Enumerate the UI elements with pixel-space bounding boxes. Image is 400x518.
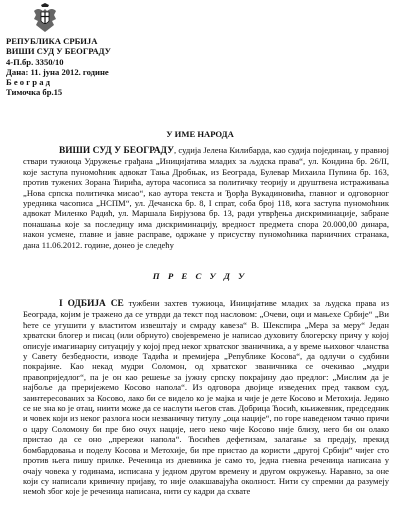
header-city: Б е о г р а д — [6, 77, 51, 88]
header-date: Дана: 11. јуна 2012. године — [6, 66, 109, 77]
intro-text: , судија Јелена Килибарда, као судија појединац, у правној ствари тужиоца Удружење грађана „Иницијатива младих за људска права“, ул. Кондина бр. 26/II, које заступа пуномоћник адвокат Тања Дробњак, из Београда, Булевар Михаила Пупина бр. 163, против тужених Зорана Ћирића, аутора часописа за политичку теорију и друштвена истраживања „Нова српска политичка мисао“, као аутора текста и Ђорђа Вукадиновића, главног и одговорног уредника часописа „НСПМ“, ул. Дечанска бр. 8, I спрат, соба број 118, кога заступа пуномоћник адвокат Миленко Радић, ул. Маршала Бирјузова бр. 13, ради утврђења дискриминације, забране понашања које за последицу има дискриминацију, вредност предмета спора 20.000,00 динара, након усмене, главне и јавне расправе, одржане у присуству пуномоћника парничних странака, дана 11.06.2012. године, донео је следећу — [23, 145, 389, 250]
verdict-section-1 — [23, 298, 389, 497]
serbian-coat-of-arms-icon — [32, 3, 58, 33]
in-the-name-of-people-heading: У ИМЕ НАРОДА — [166, 129, 234, 139]
court-header — [6, 36, 206, 98]
verdict-title: П Р Е С У Д У — [152, 271, 248, 281]
header-court: ВИШИ СУД У БЕОГРАДУ — [6, 46, 111, 57]
header-case-number: 4-П.бр. 3350/10 — [6, 56, 64, 67]
header-republic: РЕПУБЛИКА СРБИЈА — [6, 36, 98, 46]
section-1-text: тужбени захтев тужиоца, Иницијативе младих за људска права из Београда, којим је тражено да се утврди да текст под насловом: „Очеви, оци и мањеxе Србије“ „Ви ћете се угушити у властитом извештају и смраду кавеза“ В. Шекспира „Мера за меру“ Један хрватски блогер и писац (или обрнуто) својевремено је написао духовиту блогерску причу у којој описује имагинарну ситуацију у којој пред неког хрватског званичника, а у време њиховог чланства у Савету безбедности, изводе Тадића и премијера „Републике Косова“, да одлучи о судбини покрајине. Као некад мудри Соломон, од хрватског званичника се очекивао „мудри правоприједлог“, па је он као решење за јужну српску покрајину дао предлог: „Мислим да је најбоље да преријежемо Косово напола“. Из одговора двојице изведених пред таквом суд, заинтересованих за Косово, лако би се видело ко је мајка и чије је дете Косово и Метохија. Једино се не зна ко је отац, ниити може да се наслути његов став. Добрица Ћосић, књижевник, председник и човек који из неког разлога носи незваничну титулу „оца нације“, по горе наведеном тачно причи о цару Соломону би пре био очух нације, него неко чије Косово није близу, него би он олако пристао да се оно „прережи напола“. Ћосићев дефетизам, залагање за предају, прекид бомбардовања и поделу Косова и Метохије, би пре пристао да користи „другој Србији“ чијег сто против њега пишу прилке. Реченица из дневника је само то, једна гневна реченица написана у очају човека у годинама, исписана у једном другом времену и другом окружењу. Наравно, за оне који су написали кривичну пријаву, то није олакшавајућа околност. Нити су спремни да разумеју немоћ због које је реченица написана, нити су кадри да схвате — [23, 298, 389, 497]
intro-paragraph — [23, 145, 389, 250]
intro-court-name: ВИШИ СУД У БЕОГРАДУ — [59, 146, 174, 156]
header-address: Тимочка бр.15 — [6, 87, 63, 98]
section-1-lead: I ОДБИЈА СЕ — [59, 299, 124, 309]
